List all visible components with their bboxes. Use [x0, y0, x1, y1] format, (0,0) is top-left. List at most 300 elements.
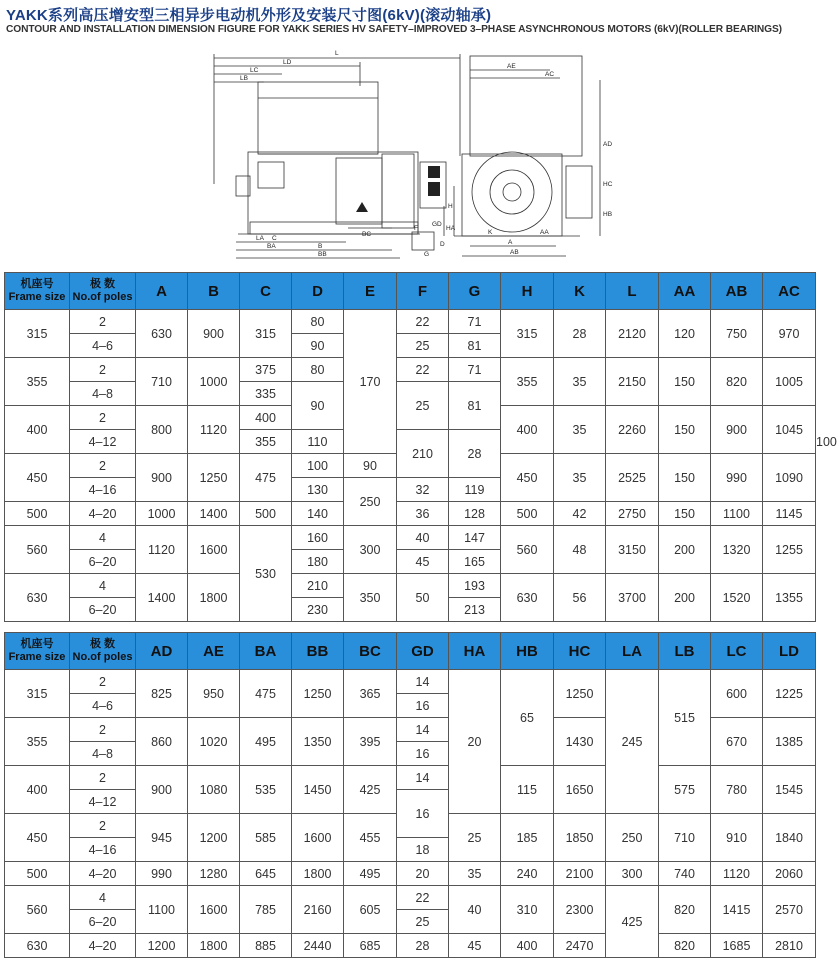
cell: 300	[606, 862, 659, 886]
drawing-label-hc: HC	[603, 181, 613, 188]
cell: 685	[344, 934, 397, 958]
cell: 400	[501, 406, 554, 454]
cell: 28	[449, 430, 501, 478]
header-col: BC	[344, 633, 397, 670]
table-row	[5, 766, 816, 790]
header-col: B	[188, 273, 240, 310]
cell: 475	[240, 670, 292, 718]
drawing-label-ld: LD	[283, 59, 292, 66]
cell: 18	[397, 838, 449, 862]
header-col: HA	[449, 633, 501, 670]
cell: 1400	[188, 502, 240, 526]
cell: 1545	[763, 766, 816, 814]
cell: 4–6	[70, 334, 136, 358]
cell: 535	[240, 766, 292, 814]
table-row	[5, 502, 816, 526]
cell: 28	[554, 310, 606, 358]
cell: 100	[292, 454, 344, 478]
cell: 250	[606, 814, 659, 862]
cell: 193	[449, 574, 501, 598]
cell: 970	[763, 310, 816, 358]
header-col: LC	[711, 633, 763, 670]
cell: 1600	[188, 886, 240, 934]
drawing-label-f: F	[414, 225, 418, 232]
cell: 1320	[711, 526, 763, 574]
cell: 710	[136, 358, 188, 406]
header-col: E	[344, 273, 397, 310]
cell: 1145	[763, 502, 816, 526]
cell: 1255	[763, 526, 816, 574]
cell: 150	[659, 358, 711, 406]
cell: 605	[344, 886, 397, 934]
cell: 71	[449, 310, 501, 334]
cell: 825	[136, 670, 188, 718]
cell: 1280	[188, 862, 240, 886]
cell: 315	[5, 310, 70, 358]
cell: 22	[397, 886, 449, 910]
header-col: AC	[763, 273, 816, 310]
cell: 355	[501, 358, 554, 406]
drawing-label-ae: AE	[507, 63, 516, 70]
cell: 2	[70, 310, 136, 334]
cell: 1200	[188, 814, 240, 862]
cell: 355	[5, 718, 70, 766]
header-frame-size: 机座号 Frame size	[5, 633, 70, 670]
cell: 560	[501, 526, 554, 574]
header-col: AB	[711, 273, 763, 310]
cell: 35	[554, 406, 606, 454]
cell: 1685	[711, 934, 763, 958]
cell: 2	[70, 718, 136, 742]
cell: 3700	[606, 574, 659, 622]
cell: 4–8	[70, 382, 136, 406]
cell: 2570	[763, 886, 816, 934]
header-col: GD	[397, 633, 449, 670]
cell: 6–20	[70, 910, 136, 934]
cell: 35	[449, 862, 501, 886]
cell: 1800	[188, 934, 240, 958]
page-subtitle: CONTOUR AND INSTALLATION DIMENSION FIGURE FOR YAKK SERIES HV SAFETY–IMPROVED 3–PHASE ASYNCHRONOUS MOTORS (6kV)(ROLLER BEARINGS)	[6, 24, 782, 35]
cell: 750	[711, 310, 763, 358]
cell: 1840	[763, 814, 816, 862]
cell: 4–16	[70, 478, 136, 502]
cell: 2470	[554, 934, 606, 958]
drawing-label-k: K	[488, 229, 493, 236]
drawing-label-la: LA	[256, 235, 264, 242]
drawing-label-a: A	[508, 239, 513, 246]
cell: 990	[136, 862, 188, 886]
cell: 4–6	[70, 694, 136, 718]
cell: 2810	[763, 934, 816, 958]
cell: 530	[240, 526, 292, 622]
cell: 130	[292, 478, 344, 502]
cell: 1120	[136, 526, 188, 574]
cell: 81	[449, 334, 501, 358]
cell: 22	[397, 358, 449, 382]
cell: 585	[240, 814, 292, 862]
cell: 515	[659, 670, 711, 766]
header-col: BA	[240, 633, 292, 670]
cell: 1225	[763, 670, 816, 718]
cell: 400	[501, 934, 554, 958]
cell: 25	[449, 814, 501, 862]
cell: 165	[449, 550, 501, 574]
cell: 28	[397, 934, 449, 958]
cell: 4–8	[70, 742, 136, 766]
cell: 300	[344, 526, 397, 574]
drawing-label-hb: HB	[603, 211, 613, 218]
cell: 200	[659, 574, 711, 622]
dimension-table-1	[4, 272, 837, 622]
drawing-label-c: C	[272, 235, 277, 242]
cell: 1415	[711, 886, 763, 934]
drawing-label-b: B	[318, 243, 323, 250]
cell: 1250	[554, 670, 606, 718]
cell: 800	[136, 406, 188, 454]
cell: 450	[5, 454, 70, 502]
header-col: K	[554, 273, 606, 310]
cell: 4	[70, 526, 136, 550]
header-poles: 极 数 No.of poles	[70, 633, 136, 670]
cell: 1005	[763, 358, 816, 406]
cell: 740	[659, 862, 711, 886]
cell: 56	[554, 574, 606, 622]
cell: 1100	[136, 886, 188, 934]
cell: 210	[292, 574, 344, 598]
cell: 71	[449, 358, 501, 382]
header-poles: 极 数 No.of poles	[70, 273, 136, 310]
cell: 500	[501, 502, 554, 526]
cell: 14	[397, 718, 449, 742]
cell: 335	[240, 382, 292, 406]
cell: 780	[711, 766, 763, 814]
cell: 40	[397, 526, 449, 550]
cell: 25	[397, 334, 449, 358]
cell: 4–20	[70, 934, 136, 958]
drawing-label-bc: BC	[362, 231, 372, 238]
cell: 50	[397, 574, 449, 622]
cell: 81	[449, 382, 501, 430]
cell: 4	[70, 574, 136, 598]
cell: 1020	[188, 718, 240, 766]
cell: 400	[5, 766, 70, 814]
cell: 6–20	[70, 598, 136, 622]
drawing-label-lb: LB	[240, 75, 248, 82]
cell: 1250	[292, 670, 344, 718]
cell: 48	[554, 526, 606, 574]
header-col: LB	[659, 633, 711, 670]
drawing-label-h: H	[448, 203, 453, 210]
cell: 1600	[188, 526, 240, 574]
drawing-label-lc: LC	[250, 67, 259, 74]
cell: 860	[136, 718, 188, 766]
cell: 245	[606, 670, 659, 814]
cell: 90	[344, 454, 397, 478]
cell: 310	[501, 886, 554, 934]
cell: 128	[449, 502, 501, 526]
cell: 25	[397, 382, 449, 430]
cell: 1080	[188, 766, 240, 814]
header-col: AD	[136, 633, 188, 670]
header-col: LA	[606, 633, 659, 670]
cell: 670	[711, 718, 763, 766]
table-row	[5, 670, 816, 694]
drawing-label-ac: AC	[545, 71, 555, 78]
header-col: AA	[659, 273, 711, 310]
cell: 16	[397, 694, 449, 718]
cell: 1650	[554, 766, 606, 814]
cell: 80	[292, 358, 344, 382]
cell: 1045	[763, 406, 816, 454]
cell: 630	[136, 310, 188, 358]
header-col: LD	[763, 633, 816, 670]
cell: 3150	[606, 526, 659, 574]
cell: 315	[5, 670, 70, 718]
cell: 4–20	[70, 502, 136, 526]
cell: 1120	[711, 862, 763, 886]
cell: 2	[70, 358, 136, 382]
cell: 400	[5, 406, 70, 454]
cell: 20	[449, 670, 501, 814]
cell: 2120	[606, 310, 659, 358]
table-row	[5, 574, 816, 598]
cell: 2	[70, 670, 136, 694]
cell: 2060	[763, 862, 816, 886]
cell: 20	[397, 862, 449, 886]
cell: 1100	[711, 502, 763, 526]
cell: 820	[659, 886, 711, 934]
cell: 885	[240, 934, 292, 958]
cell: 575	[659, 766, 711, 814]
cell: 1600	[292, 814, 344, 862]
cell: 395	[344, 718, 397, 766]
cell: 14	[397, 766, 449, 790]
cell: 2300	[554, 886, 606, 934]
header-col: L	[606, 273, 659, 310]
cell: 450	[5, 814, 70, 862]
cell: 35	[554, 358, 606, 406]
cell: 80	[292, 310, 344, 334]
cell: 820	[659, 934, 711, 958]
cell: 45	[397, 550, 449, 574]
cell: 495	[344, 862, 397, 886]
cell: 600	[711, 670, 763, 718]
cell: 170	[344, 310, 397, 454]
drawing-label-d: D	[440, 241, 445, 248]
cell: 630	[501, 574, 554, 622]
cell: 2260	[606, 406, 659, 454]
cell: 560	[5, 526, 70, 574]
cell: 900	[136, 766, 188, 814]
cell: 140	[292, 502, 344, 526]
cell: 990	[711, 454, 763, 502]
cell: 45	[449, 934, 501, 958]
page-title: YAKK系列高压增安型三相异步电动机外形及安装尺寸图(6kV)(滚动轴承)	[6, 7, 492, 24]
table-header-row	[5, 633, 816, 670]
cell: 110	[292, 430, 344, 454]
cell: 1450	[292, 766, 344, 814]
cell: 710	[659, 814, 711, 862]
cell: 14	[397, 670, 449, 694]
cell: 150	[659, 406, 711, 454]
header-col: AE	[188, 633, 240, 670]
header-frame-size: 机座号 Frame size	[5, 273, 70, 310]
cell: 250	[344, 478, 397, 526]
cell: 90	[292, 382, 344, 430]
cell: 240	[501, 862, 554, 886]
drawing-label-bb: BB	[318, 251, 327, 258]
cell: 42	[554, 502, 606, 526]
cell: 1350	[292, 718, 344, 766]
cell: 160	[292, 526, 344, 550]
cell: 16	[397, 742, 449, 766]
cell: 150	[659, 454, 711, 502]
cell: 645	[240, 862, 292, 886]
table-row	[5, 862, 816, 886]
cell: 630	[5, 574, 70, 622]
cell: 4	[70, 886, 136, 910]
cell: 1430	[554, 718, 606, 766]
header-col: HC	[554, 633, 606, 670]
cell: 500	[240, 502, 292, 526]
header-col: C	[240, 273, 292, 310]
cell: 40	[449, 886, 501, 934]
header-col: D	[292, 273, 344, 310]
cell: 4–20	[70, 862, 136, 886]
cell: 900	[711, 406, 763, 454]
cell: 375	[240, 358, 292, 382]
cell: 2	[70, 814, 136, 838]
cell: 1400	[136, 574, 188, 622]
header-col: F	[397, 273, 449, 310]
cell: 2	[70, 406, 136, 430]
cell: 900	[136, 454, 188, 502]
cell: 350	[344, 574, 397, 622]
drawing-label-g: G	[424, 251, 430, 258]
table-row	[5, 526, 816, 550]
cell: 355	[5, 358, 70, 406]
cell: 25	[397, 910, 449, 934]
table-row: 4–12 355 110 210 28 100	[5, 430, 816, 454]
cell: 1385	[763, 718, 816, 766]
cell: 4–16	[70, 838, 136, 862]
cell: 150	[659, 502, 711, 526]
cell: 200	[659, 526, 711, 574]
cell: 1355	[763, 574, 816, 622]
table-row	[5, 934, 816, 958]
cell: 315	[240, 310, 292, 358]
header-col: A	[136, 273, 188, 310]
cell: 945	[136, 814, 188, 862]
cell: 16	[397, 790, 449, 838]
cell: 22	[397, 310, 449, 334]
cell: 2	[70, 766, 136, 790]
drawing-label-l: L	[335, 50, 339, 57]
drawing-label-ba: BA	[267, 243, 276, 250]
cell: 32	[397, 478, 449, 502]
cell: 35	[554, 454, 606, 502]
cell: 65	[501, 670, 554, 766]
cell: 495	[240, 718, 292, 766]
cell: 560	[5, 886, 70, 934]
cell: 90	[292, 334, 344, 358]
cell: 119	[449, 478, 501, 502]
dimension-table-2	[4, 632, 816, 958]
drawing-label-ab: AB	[510, 249, 519, 256]
cell: 210	[397, 430, 449, 478]
header-col: HB	[501, 633, 554, 670]
cell: 147	[449, 526, 501, 550]
cell: 36	[397, 502, 449, 526]
table-header-row	[5, 273, 816, 310]
drawing-label-ad: AD	[603, 141, 613, 148]
cell: 355	[240, 430, 292, 454]
header-col: BB	[292, 633, 344, 670]
cell: 455	[344, 814, 397, 862]
cell: 500	[5, 502, 70, 526]
cell: 1000	[136, 502, 188, 526]
cell: 6–20	[70, 550, 136, 574]
cell: 1800	[188, 574, 240, 622]
cell: 450	[501, 454, 554, 502]
cell: 2100	[554, 862, 606, 886]
cell: 1090	[763, 454, 816, 502]
cell: 315	[501, 310, 554, 358]
cell: 2150	[606, 358, 659, 406]
header-col: H	[501, 273, 554, 310]
cell: 475	[240, 454, 292, 502]
cell: 900	[188, 310, 240, 358]
cell: 500	[5, 862, 70, 886]
cell: 630	[5, 934, 70, 958]
drawing-label-ha: HA	[446, 225, 456, 232]
cell: 1250	[188, 454, 240, 502]
cell: 115	[501, 766, 554, 814]
cell: 1200	[136, 934, 188, 958]
cell: 1850	[554, 814, 606, 862]
drawing-label-gd: GD	[432, 221, 442, 228]
cell: 230	[292, 598, 344, 622]
table-row	[5, 310, 816, 334]
cell: 2160	[292, 886, 344, 934]
table-row	[5, 886, 816, 910]
cell: 2	[70, 454, 136, 478]
cell: 1520	[711, 574, 763, 622]
drawing-label-aa: AA	[540, 229, 549, 236]
cell: 185	[501, 814, 554, 862]
cell: 213	[449, 598, 501, 622]
cell: 2750	[606, 502, 659, 526]
cell: 1000	[188, 358, 240, 406]
table-row	[5, 358, 816, 382]
dimension-drawing	[0, 36, 824, 268]
header-col: G	[449, 273, 501, 310]
cell: 950	[188, 670, 240, 718]
cell: 365	[344, 670, 397, 718]
cell: 180	[292, 550, 344, 574]
cell: 1120	[188, 406, 240, 454]
cell: 2440	[292, 934, 344, 958]
cell: 4–12	[70, 430, 136, 454]
cell: 425	[606, 886, 659, 958]
cell: 4–12	[70, 790, 136, 814]
cell: 2525	[606, 454, 659, 502]
cell: 910	[711, 814, 763, 862]
cell: 785	[240, 886, 292, 934]
cell: 400	[240, 406, 292, 430]
cell: 820	[711, 358, 763, 406]
cell: 1800	[292, 862, 344, 886]
